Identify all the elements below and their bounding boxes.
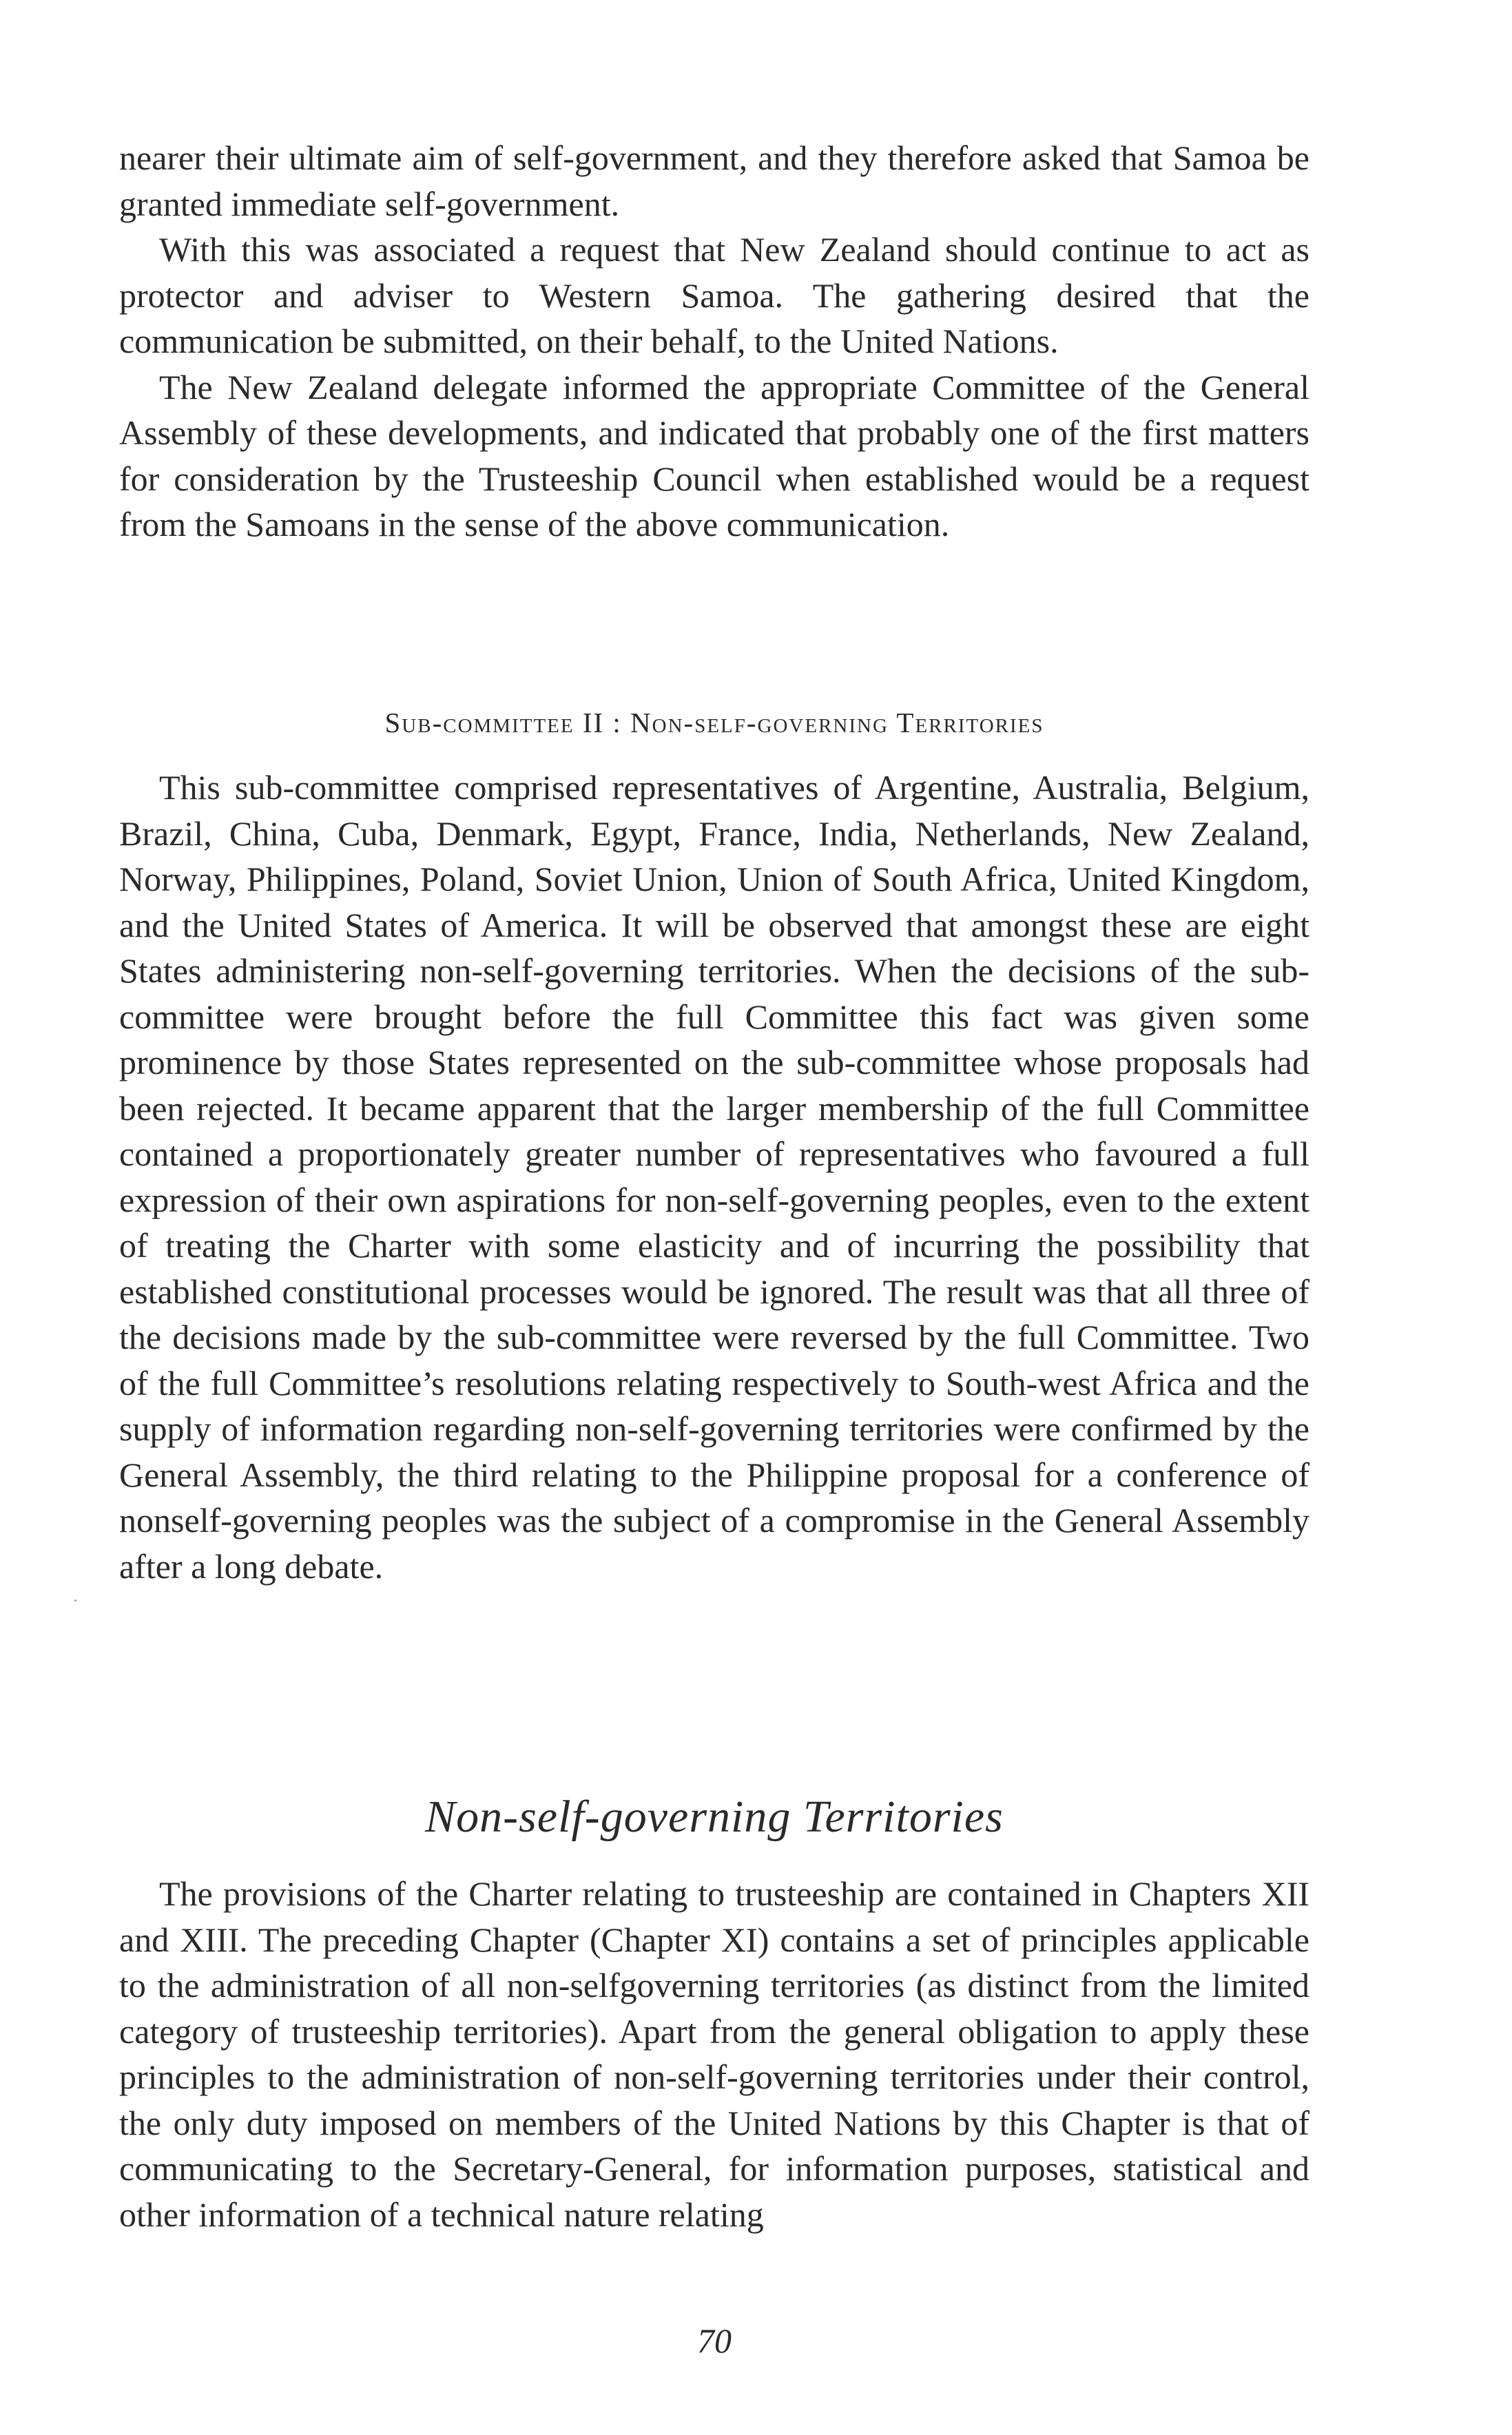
page-number: 70: [697, 2321, 732, 2360]
print-speck: [74, 1599, 76, 1602]
paragraph-charter-provisions: The provisions of the Charter relating to trusteeship are contained in Chapters XII and XIII. The preceding Chapter (Chapter XI) contains a set of principles applicable to the administration of all non-selfgoverning territories (as distinct from the limited category of trusteeship territories). Apart from the general obligation to apply these principles to the administration of non-self-governing territories under their control, the only duty imposed on members of the United Nations by this Chapter is that of communicating to the Secretary-General, for information purposes, statistical and other information of a technical nature relating: [119, 1874, 1309, 2234]
section-text: [119, 1871, 1309, 2237]
paragraph-subcommittee-members: This sub-committee comprised representatives of Argentine, Australia, Belgium, Brazil, China, Cuba, Denmark, Egypt, France, India, Netherlands, New Zealand, Norway, Philippines, Poland, Soviet Union, Union of South Africa, United Kingdom, and the United States of America. It will be observed that amongst these are eight States administering non-self-governing territories. When the decisions of the sub-committee were brought before the full Committee this fact was given some prominence by those States represented on the sub-committee whose proposals had been rejected. It became apparent that the larger membership of the full Committee contained a proportionately greater number of representatives who favoured a full expression of their own aspirations for non-self-governing peoples, even to the extent of treating the Charter with some elasticity and of incurring the possibility that established constitutional processes would be ignored. The result was that all three of the decisions made by the sub-committee were reversed by the full Committee. Two of the full Committee’s resolutions relating respectively to South-west Africa and the supply of information regarding non-self-governing territories were confirmed by the General Assembly, the third relating to the Philippine proposal for a conference of nonself-governing peoples was the subject of a compromise in the General Assembly after a long debate.: [119, 768, 1309, 1586]
paragraph-new-zealand-protector: With this was associated a request that New Zealand should continue to act as protector and adviser to Western Samoa. The gathering desired that the communication be submitted, on their behalf, to the United Nations.: [119, 230, 1309, 360]
paragraph-continuation: nearer their ultimate aim of self-government, and they therefore asked that Samoa be granted immediate self-government.: [119, 138, 1309, 223]
subcommittee-text: [119, 765, 1309, 1589]
section-title: Non-self-governing Territories: [425, 1792, 1004, 1842]
opening-text: [119, 135, 1309, 548]
subcommittee-heading: Sub-committee II : Non-self-governing Territories: [384, 707, 1044, 738]
paragraph-delegate-informed: The New Zealand delegate informed the appropriate Committee of the General Assembly of these developments, and indicated that probably one of the first matters for consideration by the Trusteeship Council when established would be a request from the Samoans in the sense of the above communication.: [119, 367, 1309, 543]
